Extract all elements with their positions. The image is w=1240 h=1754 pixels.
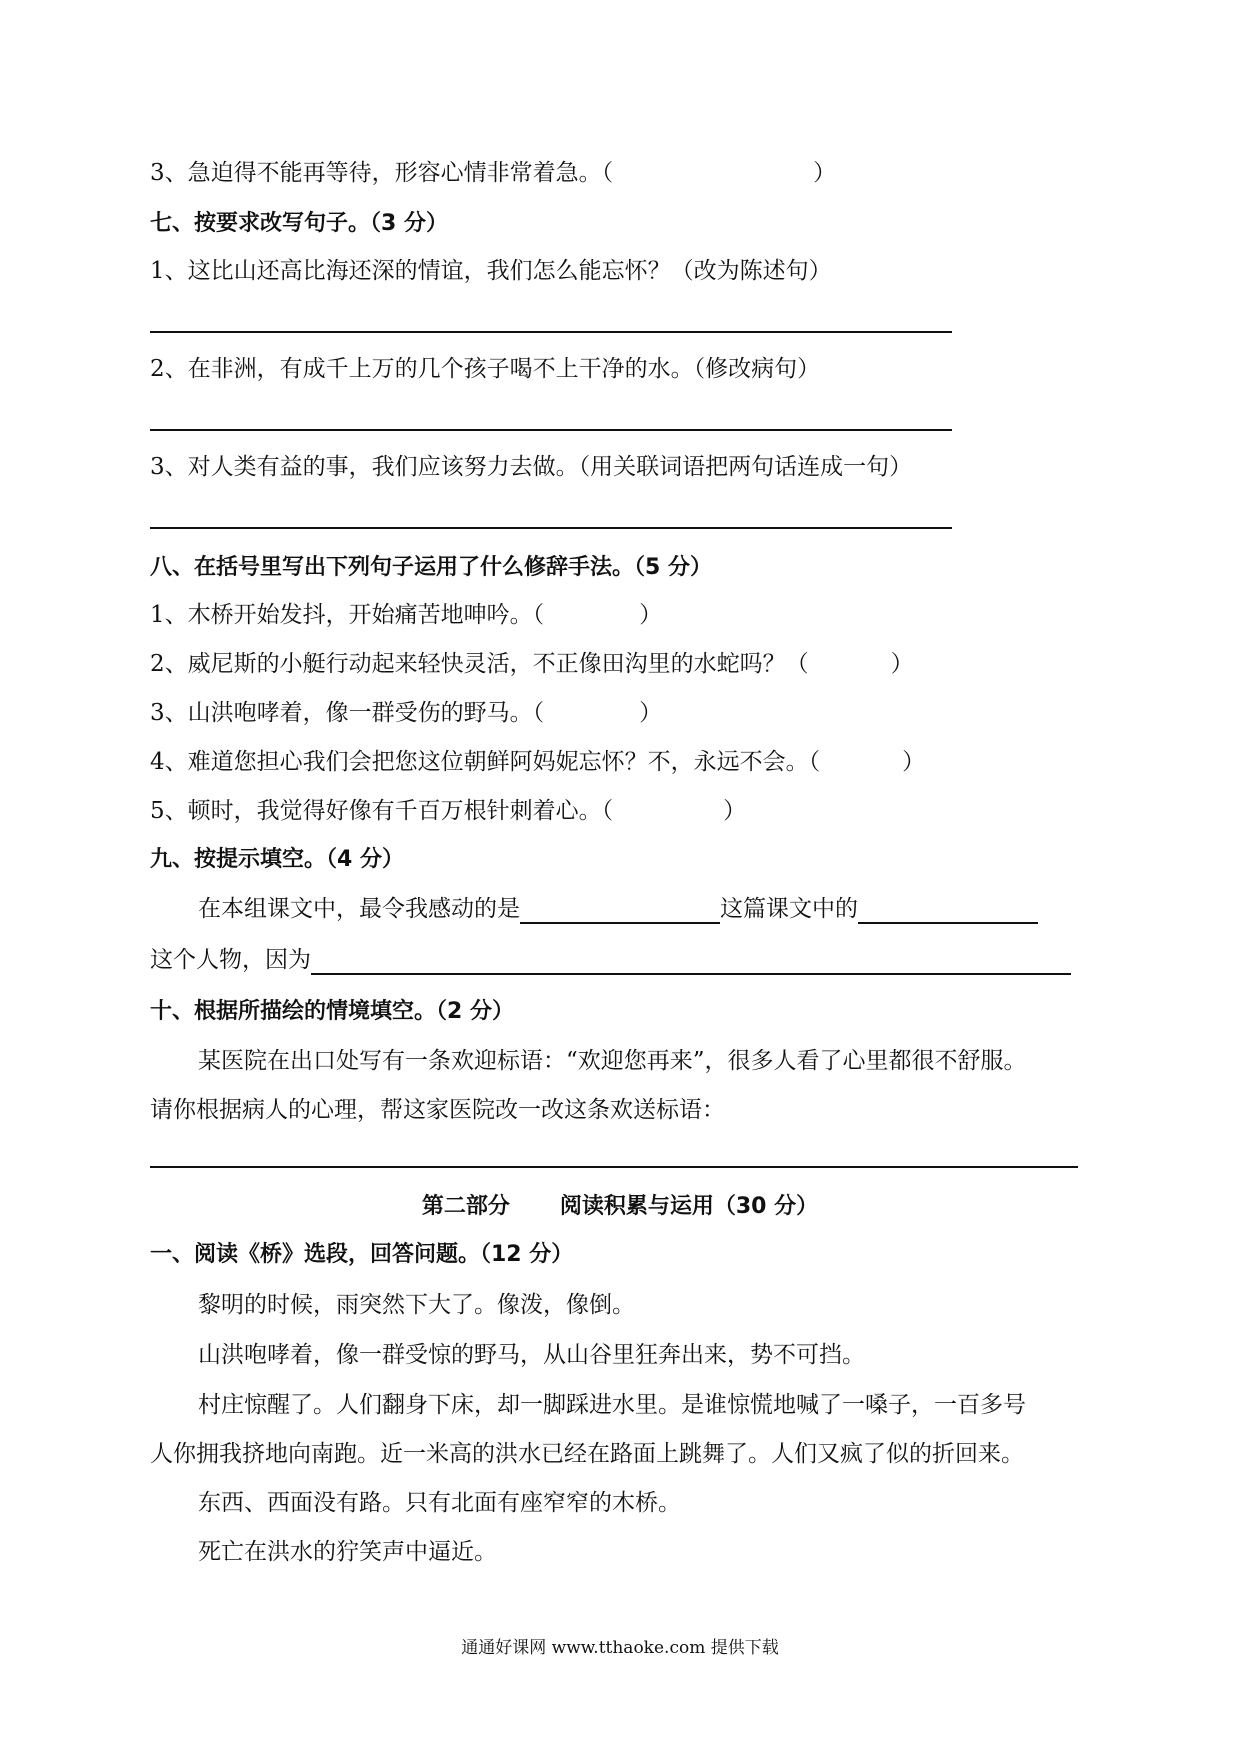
sec8-item-4-close: ） bbox=[902, 749, 926, 775]
sec8-item-2 bbox=[150, 649, 914, 679]
reading1-para-4: 东西、西面没有路。只有北面有座窄窄的木桥。 bbox=[198, 1490, 681, 1516]
sec9-part-3: 这个人物，因为 bbox=[150, 947, 311, 973]
sec9-blank-lesson[interactable] bbox=[520, 898, 720, 924]
sec8-item-2-text: 2、威尼斯的小艇行动起来轻快灵活，不正像田沟里的水蛇吗？（ bbox=[150, 651, 809, 677]
sec8-item-1 bbox=[150, 600, 662, 630]
sec8-item-5-text: 5、顿时，我觉得好像有千百万根针刺着心。（ bbox=[150, 798, 614, 824]
part2-heading-a: 第二部分 bbox=[421, 1194, 510, 1219]
sec10-line-1: 某医院在出口处写有一条欢迎标语：“欢迎您再来”，很多人看了心里都很不舒服。 bbox=[198, 1048, 1027, 1074]
sec8-item-4-text: 4、难道您担心我们会把您这位朝鲜阿妈妮忘怀？不，永远不会。（ bbox=[150, 749, 821, 775]
q6-item-3-text: 3、急迫得不能再等待，形容心情非常着急。（ bbox=[150, 160, 614, 186]
sec8-item-5-close: ） bbox=[723, 798, 747, 824]
reading1-para-3: 村庄惊醒了。人们翻身下床，却一脚踩进水里。是谁惊慌地喊了一嗓子，一百多号 bbox=[198, 1392, 1026, 1418]
sec9-part-2: 这篇课文中的 bbox=[720, 896, 858, 922]
sec9-part-1: 在本组课文中，最令我感动的是 bbox=[198, 896, 520, 922]
reading1-title: 一、阅读《桥》选段，回答问题。（12 分） bbox=[150, 1242, 574, 1267]
sec10-line-2: 请你根据病人的心理，帮这家医院改一改这条欢送标语： bbox=[150, 1097, 725, 1123]
sec8-item-1-text: 1、木桥开始发抖，开始痛苦地呻吟。（ bbox=[150, 602, 545, 628]
sec8-item-3 bbox=[150, 698, 662, 728]
sec7-answer-line-1[interactable] bbox=[150, 331, 952, 333]
reading1-para-5: 死亡在洪水的狞笑声中逼近。 bbox=[198, 1539, 497, 1565]
sec8-item-2-close: ） bbox=[890, 651, 914, 677]
sec7-item-2: 2、在非洲，有成千上万的几个孩子喝不上干净的水。（修改病句） bbox=[150, 356, 821, 382]
sec7-item-1: 1、这比山还高比海还深的情谊，我们怎么能忘怀？（改为陈述句） bbox=[150, 258, 832, 284]
sec8-item-1-close: ） bbox=[639, 602, 663, 628]
sec10-answer-line[interactable] bbox=[150, 1166, 1078, 1168]
sec8-item-3-close: ） bbox=[639, 700, 663, 726]
reading1-para-1: 黎明的时候，雨突然下大了。像泼，像倒。 bbox=[198, 1292, 635, 1318]
part2-heading-b: 阅读积累与运用（30 分） bbox=[559, 1194, 819, 1219]
sec8-item-3-text: 3、山洪咆哮着，像一群受伤的野马。（ bbox=[150, 700, 545, 726]
part2-heading bbox=[0, 1192, 1240, 1222]
sec7-title: 七、按要求改写句子。（3 分） bbox=[150, 211, 448, 236]
sec9-blank-character[interactable] bbox=[858, 898, 1038, 924]
sec8-item-5 bbox=[150, 796, 746, 826]
sec7-answer-line-2[interactable] bbox=[150, 429, 952, 431]
sec8-item-4 bbox=[150, 747, 925, 777]
q6-item-3 bbox=[150, 158, 836, 188]
sec9-line-1 bbox=[198, 894, 1038, 924]
reading1-para-3-cont: 人你拥我挤地向南跑。近一米高的洪水已经在路面上跳舞了。人们又疯了似的折回来。 bbox=[150, 1441, 1024, 1467]
sec10-title: 十、根据所描绘的情境填空。（2 分） bbox=[150, 999, 514, 1024]
sec7-item-3: 3、对人类有益的事，我们应该努力去做。（用关联词语把两句话连成一句） bbox=[150, 454, 913, 480]
sec9-line-2 bbox=[150, 945, 1071, 975]
sec9-blank-reason[interactable] bbox=[311, 949, 1071, 975]
sec9-title: 九、按提示填空。（4 分） bbox=[150, 847, 404, 872]
page-footer: 通通好课网 www.tthaoke.com 提供下载 bbox=[461, 1638, 779, 1658]
reading1-para-2: 山洪咆哮着，像一群受惊的野马，从山谷里狂奔出来，势不可挡。 bbox=[198, 1342, 865, 1368]
q6-item-3-close: ） bbox=[813, 160, 837, 186]
sec7-answer-line-3[interactable] bbox=[150, 527, 952, 529]
sec8-title: 八、在括号里写出下列句子运用了什么修辞手法。（5 分） bbox=[150, 555, 712, 580]
